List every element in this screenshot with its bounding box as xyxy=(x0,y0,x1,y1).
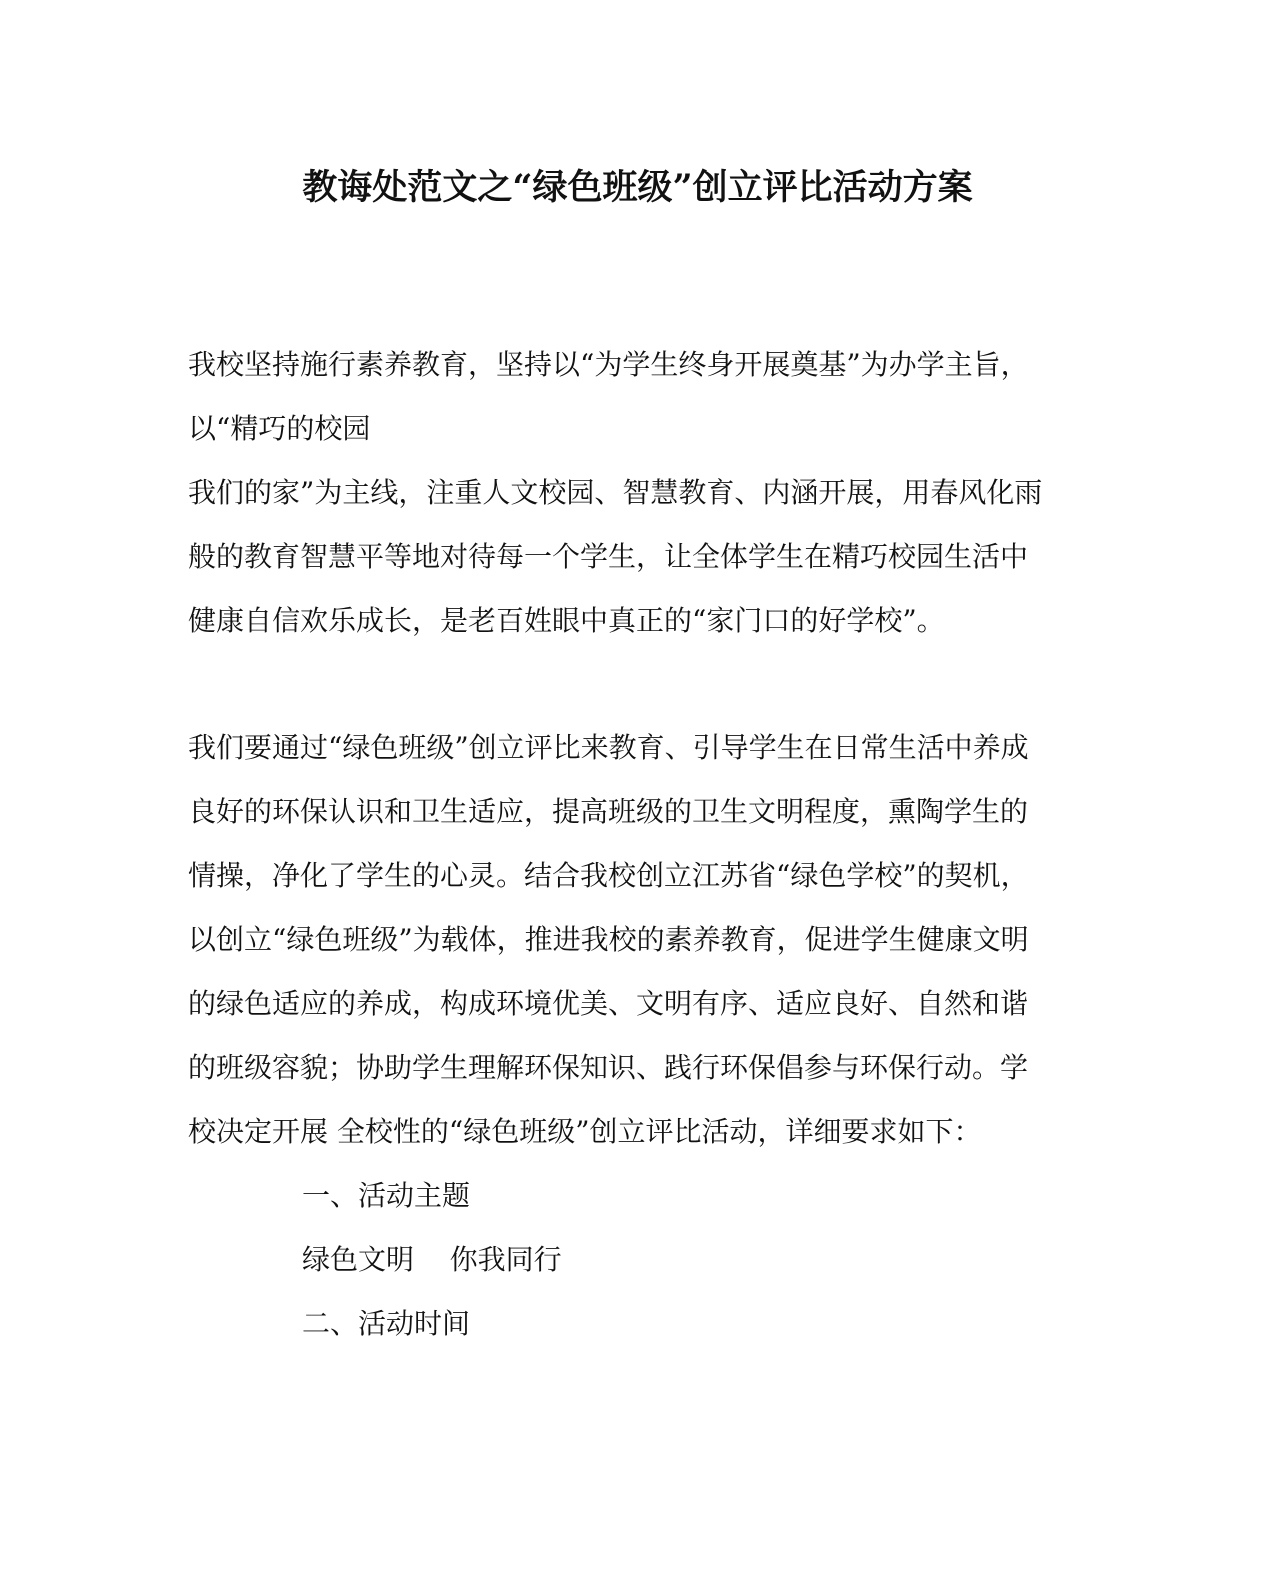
paragraph-line: 健康自信欢乐成长，是老百姓眼中真正的“家门口的好学校”。 xyxy=(188,604,945,637)
paragraph-line: 我们要通过“绿色班级”创立评比来教育、引导学生在日常生活中养成 xyxy=(188,731,1029,764)
paragraph-line: 我校坚持施行素养教育，坚持以“为学生终身开展奠基”为办学主旨， xyxy=(188,348,1029,381)
purpose-paragraph xyxy=(188,716,1068,1164)
outline-section xyxy=(302,1164,562,1356)
paragraph-line: 校决定开展 全校性的“绿色班级”创立评比活动，详细要求如下： xyxy=(188,1115,982,1148)
section-heading-theme: 一、活动主题 xyxy=(302,1179,471,1212)
paragraph-line: 般的教育智慧平等地对待每一个学生，让全体学生在精巧校园生活中 xyxy=(188,540,1029,573)
paragraph-line: 以创立“绿色班级”为载体，推进我校的素养教育，促进学生健康文明 xyxy=(188,923,1029,956)
paragraph-line: 情操，净化了学生的心灵。结合我校创立江苏省“绿色学校”的契机， xyxy=(188,859,1029,892)
paragraph-line: 良好的环保认识和卫生适应，提高班级的卫生文明程度，熏陶学生的 xyxy=(188,795,1029,828)
paragraph-line: 的班级容貌；协助学生理解环保知识、践行环保倡参与环保行动。学 xyxy=(188,1051,1029,1084)
paragraph-line: 的绿色适应的养成，构成环境优美、文明有序、适应良好、自然和谐 xyxy=(188,987,1029,1020)
paragraph-line: 我们的家”为主线，注重人文校园、智慧教育、内涵开展，用春风化雨 xyxy=(188,476,1043,509)
paragraph-line: 以“精巧的校园 xyxy=(188,412,371,445)
document-title: 教诲处范文之“绿色班级”创立评比活动方案 xyxy=(302,167,973,208)
intro-paragraph xyxy=(188,333,1068,653)
theme-text: 绿色文明 你我同行 xyxy=(302,1243,562,1276)
section-heading-time: 二、活动时间 xyxy=(302,1307,471,1340)
